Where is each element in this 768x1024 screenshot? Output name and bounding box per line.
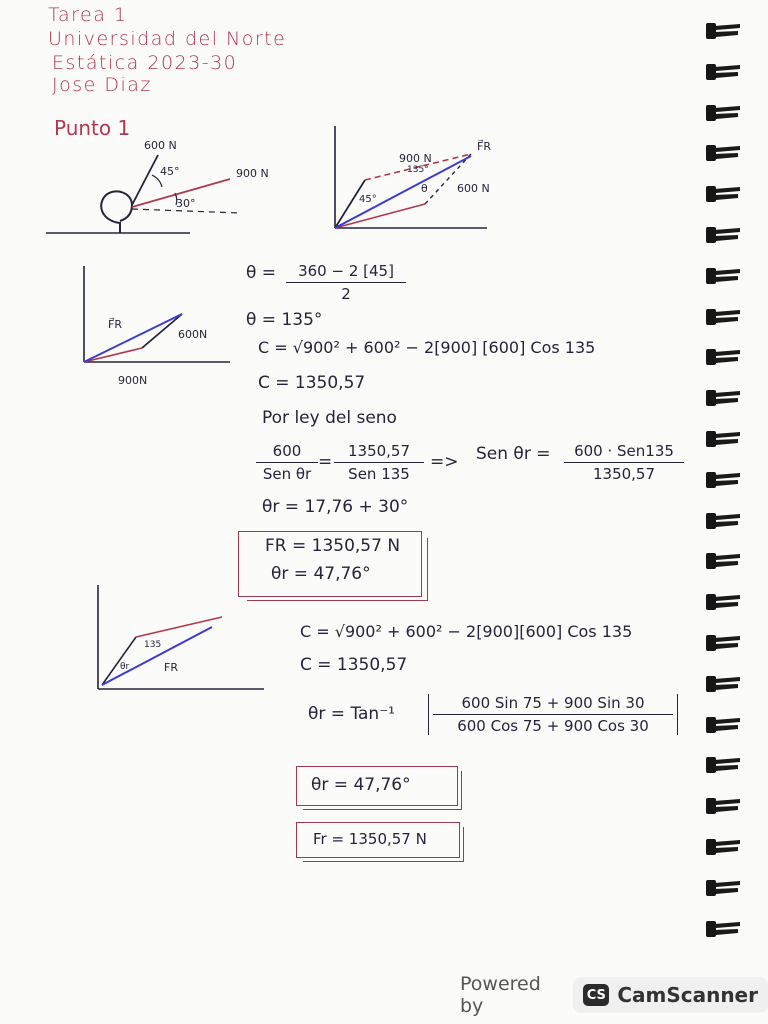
spiral-ring	[704, 871, 750, 912]
spiral-ring	[704, 259, 750, 300]
d4-label-fr: FR	[164, 661, 178, 674]
m1-frac1-num: 600	[272, 442, 302, 460]
m2-c-formula: C = √900² + 600² − 2[900][600] Cos 135	[300, 622, 633, 641]
spiral-ring	[704, 544, 750, 585]
m1-result-fr: FR = 1350,57 N	[265, 536, 401, 556]
spiral-ring	[704, 177, 750, 218]
header-student: Jose Diaz	[52, 74, 152, 96]
diagram-force-setup	[40, 135, 290, 240]
m1-c-formula: C = √900² + 600² − 2[900] [600] Cos 135	[258, 338, 596, 357]
m1-result-box	[238, 531, 422, 597]
d3-label-900: 900N	[118, 374, 148, 387]
header-university: Universidad del Norte	[48, 28, 287, 50]
powered-by-text: Powered by	[460, 973, 541, 1017]
m1-theta-fraction	[286, 262, 406, 303]
d2-angle-45: 45°	[359, 194, 377, 205]
m1-frac2-den: Sen 135	[348, 465, 410, 483]
d1-angle-45: 45°	[160, 165, 180, 178]
spiral-ring	[704, 708, 750, 749]
m1-frac3-den: 1350,57	[592, 465, 656, 483]
d3-label-600: 600N	[178, 328, 208, 341]
m1-law-sines: Por ley del seno	[262, 408, 397, 428]
d2-theta: θ	[421, 182, 428, 195]
d2-angle-135: 135°	[407, 165, 429, 175]
spiral-binding	[704, 14, 750, 952]
m2-theta-box	[296, 766, 458, 806]
m1-frac3-bar	[564, 462, 684, 463]
m1-theta-result: θ = 135°	[246, 310, 323, 330]
m1-theta-bar	[286, 282, 406, 283]
spiral-ring	[704, 218, 750, 259]
m2-fr-box	[296, 822, 460, 858]
m2-tan-bar	[433, 714, 673, 715]
m2-tan-lhs: θr = Tan⁻¹	[308, 704, 395, 724]
spiral-ring	[704, 14, 750, 55]
diagram-parallelogram	[325, 120, 515, 240]
spiral-ring	[704, 96, 750, 137]
m1-frac2	[334, 442, 424, 483]
d4-label-135: 135	[144, 640, 162, 650]
m1-c-result: C = 1350,57	[258, 373, 366, 393]
m1-sen-lhs: Sen θr =	[476, 444, 551, 464]
spiral-ring	[704, 748, 750, 789]
m1-theta-lhs: θ =	[246, 263, 277, 283]
m2-result-fr: Fr = 1350,57 N	[313, 830, 427, 848]
d3-label-fr: F⃗R	[108, 318, 122, 331]
diagram-triangle-1	[72, 262, 242, 390]
camscanner-logo-icon: CS	[583, 984, 609, 1006]
d2-label-fr: F⃗R	[477, 140, 491, 153]
m1-frac2-bar	[334, 462, 424, 463]
m2-tan-den: 600 Cos 75 + 900 Cos 30	[457, 717, 649, 735]
spiral-ring	[704, 422, 750, 463]
m2-tan-fraction	[428, 694, 678, 735]
spiral-ring	[704, 55, 750, 96]
m1-theta-den: 2	[341, 285, 351, 303]
spiral-ring	[704, 340, 750, 381]
section-title: Punto 1	[54, 116, 131, 140]
m1-frac3	[564, 442, 684, 483]
m1-frac1-bar	[256, 462, 318, 463]
m2-c-result: C = 1350,57	[300, 655, 408, 675]
m1-frac1	[256, 442, 318, 483]
m1-frac3-num: 600 · Sen135	[574, 442, 674, 460]
d1-angle-30: 30°	[176, 197, 196, 210]
m1-frac1-den: Sen θr	[262, 465, 312, 483]
m1-theta-sum: θr = 17,76 + 30°	[262, 497, 409, 517]
d2-label-600: 600 N	[457, 182, 490, 195]
spiral-ring	[704, 789, 750, 830]
d1-label-600: 600 N	[144, 139, 177, 152]
camscanner-badge	[573, 977, 768, 1013]
camscanner-brand: CamScanner	[617, 983, 758, 1007]
spiral-ring	[704, 667, 750, 708]
spiral-ring	[704, 463, 750, 504]
d4-label-theta: θr	[120, 662, 130, 672]
m2-result-theta: θr = 47,76°	[311, 775, 411, 795]
spiral-ring	[704, 626, 750, 667]
spiral-ring	[704, 585, 750, 626]
m1-eq: =	[318, 452, 333, 472]
m2-tan-num: 600 Sin 75 + 900 Sin 30	[461, 694, 645, 712]
spiral-ring	[704, 300, 750, 341]
m1-implies: =>	[430, 452, 459, 472]
spiral-ring	[704, 381, 750, 422]
d1-label-900: 900 N	[236, 167, 269, 180]
camscanner-footer	[460, 975, 768, 1015]
header-course: Estática 2023-30	[52, 52, 238, 74]
m1-result-theta: θr = 47,76°	[271, 564, 371, 584]
spiral-ring	[704, 136, 750, 177]
d2-label-900: 900 N	[399, 152, 432, 165]
m1-frac2-num: 1350,57	[347, 442, 411, 460]
spiral-ring	[704, 830, 750, 871]
spiral-ring	[704, 912, 750, 953]
spiral-ring	[704, 504, 750, 545]
header-assignment: Tarea 1	[48, 4, 128, 26]
m1-theta-num: 360 − 2 [45]	[298, 262, 394, 280]
